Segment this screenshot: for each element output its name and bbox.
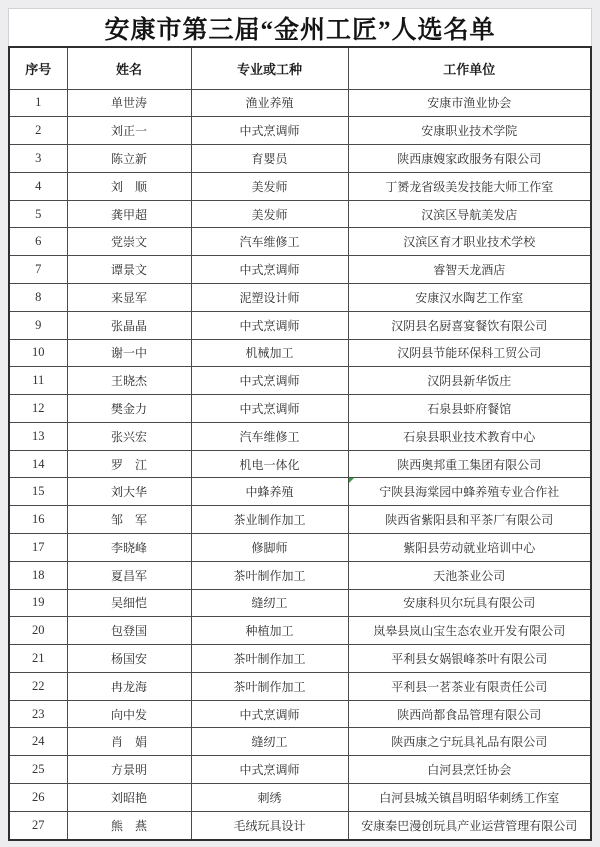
cell-trade <box>191 617 348 645</box>
cell-index <box>9 172 67 200</box>
cell-trade <box>191 339 348 367</box>
cell-trade <box>191 506 348 534</box>
cell-unit <box>348 534 591 562</box>
cell-index <box>9 811 67 840</box>
cell-name <box>67 228 191 256</box>
trade-label: 中式烹调师 <box>239 374 300 389</box>
trade-label: 机电一体化 <box>239 457 300 472</box>
person-name: 包登国 <box>110 624 147 639</box>
cell-unit <box>348 506 591 534</box>
work-unit-label: 宁陕县海棠园中蜂养殖专业合作社 <box>379 485 560 500</box>
work-unit-label: 陕西康嫂家政服务有限公司 <box>397 151 542 166</box>
person-name: 吴细恺 <box>110 596 147 611</box>
cell-name <box>67 89 191 117</box>
cell-name <box>67 339 191 367</box>
cell-unit <box>348 450 591 478</box>
cell-name <box>67 506 191 534</box>
row-index-value: 16 <box>32 512 45 527</box>
work-unit-label: 紫阳县劳动就业培训中心 <box>403 540 536 555</box>
cell-name <box>67 672 191 700</box>
cell-trade <box>191 256 348 284</box>
table-row <box>9 672 591 700</box>
table-row <box>9 506 591 534</box>
cell-trade <box>191 784 348 812</box>
person-name: 谭景文 <box>110 263 147 278</box>
cell-unit <box>348 645 591 673</box>
work-unit-label: 汉阴县新华饭庄 <box>427 374 512 389</box>
cell-unit <box>348 478 591 506</box>
table-row <box>9 395 591 423</box>
cell-index <box>9 339 67 367</box>
work-unit-label: 安康秦巴漫创玩具产业运营管理有限公司 <box>361 818 578 833</box>
person-name: 刘大华 <box>110 485 147 500</box>
cell-name <box>67 589 191 617</box>
cell-unit <box>348 311 591 339</box>
cell-name <box>67 561 191 589</box>
cell-name <box>67 534 191 562</box>
work-unit-label: 平利县女娲银峰茶叶有限公司 <box>391 652 548 667</box>
cell-index <box>9 617 67 645</box>
table-row <box>9 617 591 645</box>
trade-label: 汽车维修工 <box>239 235 300 250</box>
person-name: 陈立新 <box>110 151 147 166</box>
row-index-value: 27 <box>32 817 45 832</box>
candidate-table <box>8 46 592 841</box>
cell-unit <box>348 395 591 423</box>
cell-name <box>67 311 191 339</box>
cell-index <box>9 450 67 478</box>
cell-name <box>67 645 191 673</box>
work-unit-label: 陕西奥邦重工集团有限公司 <box>397 457 542 472</box>
cell-comment-marker <box>349 478 354 483</box>
header-name: 姓名 <box>67 47 191 89</box>
cell-index <box>9 367 67 395</box>
cell-trade <box>191 228 348 256</box>
cell-trade <box>191 589 348 617</box>
work-unit-label: 天池茶业公司 <box>433 568 506 583</box>
table-row <box>9 311 591 339</box>
cell-name <box>67 728 191 756</box>
cell-index <box>9 756 67 784</box>
work-unit-label: 安康市渔业协会 <box>427 96 512 111</box>
cell-name <box>67 756 191 784</box>
cell-name <box>67 395 191 423</box>
row-index-value: 23 <box>32 706 45 721</box>
cell-unit <box>348 561 591 589</box>
trade-label: 美发师 <box>251 179 288 194</box>
trade-label: 茶业制作加工 <box>233 513 306 528</box>
cell-trade <box>191 450 348 478</box>
table-row <box>9 228 591 256</box>
cell-trade <box>191 756 348 784</box>
cell-name <box>67 283 191 311</box>
trade-label: 茶叶制作加工 <box>233 652 306 667</box>
cell-index <box>9 589 67 617</box>
table-row <box>9 422 591 450</box>
trade-label: 渔业养殖 <box>245 96 294 111</box>
cell-index <box>9 534 67 562</box>
work-unit-label: 陕西尚都食品管理有限公司 <box>397 707 542 722</box>
trade-label: 中式烹调师 <box>239 707 300 722</box>
cell-name <box>67 367 191 395</box>
trade-label: 育婴员 <box>251 151 288 166</box>
cell-index <box>9 422 67 450</box>
work-unit-label: 汉阴县节能环保科工贸公司 <box>397 346 542 361</box>
table-header-row <box>9 47 591 89</box>
cell-name <box>67 422 191 450</box>
cell-index <box>9 728 67 756</box>
cell-unit <box>348 756 591 784</box>
cell-trade <box>191 672 348 700</box>
person-name: 冉龙海 <box>110 679 147 694</box>
cell-unit <box>348 784 591 812</box>
row-index-value: 19 <box>32 595 45 610</box>
work-unit-label: 汉滨区导航美发店 <box>421 207 518 222</box>
row-index-value: 26 <box>32 789 45 804</box>
row-index-value: 17 <box>32 539 45 554</box>
row-index-value: 6 <box>35 234 42 249</box>
table-row <box>9 256 591 284</box>
cell-trade <box>191 645 348 673</box>
row-index-value: 3 <box>35 150 42 165</box>
person-name: 向中发 <box>110 707 147 722</box>
cell-index <box>9 506 67 534</box>
cell-trade <box>191 561 348 589</box>
cell-unit <box>348 700 591 728</box>
row-index-value: 11 <box>32 373 45 388</box>
cell-index <box>9 700 67 728</box>
work-unit-label: 陕西省紫阳县和平茶厂有限公司 <box>385 513 554 528</box>
trade-label: 中蜂养殖 <box>245 485 294 500</box>
cell-unit <box>348 589 591 617</box>
person-name: 樊金力 <box>110 401 147 416</box>
person-name: 党崇文 <box>110 235 147 250</box>
person-name: 王晓杰 <box>110 374 147 389</box>
trade-label: 缝纫工 <box>251 596 288 611</box>
trade-label: 中式烹调师 <box>239 763 300 778</box>
cell-unit <box>348 728 591 756</box>
trade-label: 刺绣 <box>257 790 282 805</box>
cell-trade <box>191 283 348 311</box>
row-index-value: 9 <box>35 317 42 332</box>
cell-unit <box>348 672 591 700</box>
table-row <box>9 339 591 367</box>
row-index-value: 21 <box>32 651 45 666</box>
person-name: 来显军 <box>110 290 147 305</box>
cell-name <box>67 200 191 228</box>
trade-label: 中式烹调师 <box>239 401 300 416</box>
cell-trade <box>191 811 348 840</box>
trade-label: 汽车维修工 <box>239 429 300 444</box>
person-name: 刘 顺 <box>110 179 147 194</box>
person-name: 方景明 <box>110 763 147 778</box>
person-name: 熊 燕 <box>110 818 147 833</box>
person-name: 夏昌军 <box>110 568 147 583</box>
cell-index <box>9 228 67 256</box>
cell-trade <box>191 700 348 728</box>
cell-trade <box>191 422 348 450</box>
trade-label: 缝纫工 <box>251 735 288 750</box>
row-index-value: 1 <box>35 95 42 110</box>
row-index-value: 14 <box>32 456 45 471</box>
person-name: 单世涛 <box>110 96 147 111</box>
cell-index <box>9 672 67 700</box>
work-unit-label: 平利县一茗茶业有限责任公司 <box>391 679 548 694</box>
cell-name <box>67 256 191 284</box>
cell-index <box>9 117 67 145</box>
table-row <box>9 200 591 228</box>
header-trade: 专业或工种 <box>191 47 348 89</box>
cell-index <box>9 784 67 812</box>
cell-trade <box>191 478 348 506</box>
table-row <box>9 756 591 784</box>
cell-unit <box>348 228 591 256</box>
row-index-value: 25 <box>32 762 45 777</box>
person-name: 刘昭艳 <box>110 790 147 805</box>
cell-index <box>9 200 67 228</box>
table-row <box>9 589 591 617</box>
work-unit-label: 白河县城关镇昌明昭华刺绣工作室 <box>379 790 560 805</box>
page-title: 安康市第三届“金州工匠”人选名单 <box>104 16 496 44</box>
cell-name <box>67 145 191 173</box>
table-row <box>9 172 591 200</box>
cell-name <box>67 700 191 728</box>
person-name: 罗 江 <box>110 457 147 472</box>
cell-trade <box>191 311 348 339</box>
row-index-value: 8 <box>35 289 42 304</box>
row-index-value: 18 <box>32 567 45 582</box>
cell-unit <box>348 89 591 117</box>
trade-label: 泥塑设计师 <box>239 290 300 305</box>
trade-label: 毛绒玩具设计 <box>233 818 306 833</box>
header-work-unit: 工作单位 <box>348 47 591 89</box>
cell-unit <box>348 617 591 645</box>
cell-name <box>67 811 191 840</box>
trade-label: 中式烹调师 <box>239 318 300 333</box>
trade-label: 茶叶制作加工 <box>233 568 306 583</box>
row-index-value: 5 <box>35 206 42 221</box>
table-row <box>9 450 591 478</box>
row-index-value: 12 <box>32 400 45 415</box>
cell-unit <box>348 422 591 450</box>
cell-unit <box>348 283 591 311</box>
cell-unit <box>348 367 591 395</box>
cell-name <box>67 617 191 645</box>
table-row <box>9 561 591 589</box>
person-name: 刘正一 <box>110 124 147 139</box>
table-row <box>9 117 591 145</box>
work-unit-label: 安康汉水陶艺工作室 <box>415 290 524 305</box>
cell-trade <box>191 172 348 200</box>
cell-trade <box>191 200 348 228</box>
row-index-value: 7 <box>35 262 42 277</box>
trade-label: 中式烹调师 <box>239 263 300 278</box>
table-header <box>9 47 591 89</box>
cell-name <box>67 172 191 200</box>
row-index-value: 24 <box>32 734 45 749</box>
cell-index <box>9 645 67 673</box>
cell-unit <box>348 117 591 145</box>
row-index-value: 22 <box>32 678 45 693</box>
person-name: 张晶晶 <box>110 318 147 333</box>
work-unit-label: 汉阴县名厨喜宴餐饮有限公司 <box>391 318 548 333</box>
cell-index <box>9 256 67 284</box>
table-row <box>9 700 591 728</box>
table-row <box>9 478 591 506</box>
person-name: 李晓峰 <box>110 540 147 555</box>
cell-trade <box>191 89 348 117</box>
cell-index <box>9 395 67 423</box>
header-index: 序号 <box>9 47 67 89</box>
trade-label: 修脚师 <box>251 540 288 555</box>
work-unit-label: 陕西康之宁玩具礼品有限公司 <box>391 735 548 750</box>
cell-name <box>67 478 191 506</box>
row-index-value: 4 <box>35 178 42 193</box>
work-unit-label: 安康职业技术学院 <box>421 124 518 139</box>
cell-unit <box>348 256 591 284</box>
trade-label: 种植加工 <box>245 624 294 639</box>
table-row <box>9 784 591 812</box>
work-unit-label: 睿智天龙酒店 <box>433 263 506 278</box>
cell-unit <box>348 145 591 173</box>
table-row <box>9 534 591 562</box>
row-index-value: 15 <box>32 484 45 499</box>
cell-trade <box>191 728 348 756</box>
work-unit-label: 岚皋县岚山宝生态农业开发有限公司 <box>373 624 566 639</box>
cell-unit <box>348 200 591 228</box>
table-row <box>9 283 591 311</box>
person-name: 张兴宏 <box>110 429 147 444</box>
trade-label: 中式烹调师 <box>239 124 300 139</box>
work-unit-label: 汉滨区育才职业技术学校 <box>403 235 536 250</box>
cell-trade <box>191 145 348 173</box>
cell-unit <box>348 172 591 200</box>
person-name: 肖 娟 <box>110 735 147 750</box>
cell-unit <box>348 811 591 840</box>
cell-trade <box>191 367 348 395</box>
document-sheet <box>8 8 592 841</box>
table-row <box>9 645 591 673</box>
table-row <box>9 89 591 117</box>
work-unit-label: 石泉县职业技术教育中心 <box>403 429 536 444</box>
table-row <box>9 728 591 756</box>
row-index-value: 2 <box>35 123 42 138</box>
person-name: 谢一中 <box>110 346 147 361</box>
cell-index <box>9 145 67 173</box>
table-row <box>9 811 591 840</box>
work-unit-label: 丁赟龙省级美发技能大师工作室 <box>385 179 554 194</box>
table-row <box>9 145 591 173</box>
row-index-value: 13 <box>32 428 45 443</box>
trade-label: 美发师 <box>251 207 288 222</box>
cell-index <box>9 283 67 311</box>
work-unit-label: 安康科贝尔玩具有限公司 <box>403 596 536 611</box>
document-title-block <box>8 8 592 46</box>
row-index-value: 10 <box>32 345 45 360</box>
row-index-value: 20 <box>32 623 45 638</box>
person-name: 杨国安 <box>110 652 147 667</box>
cell-trade <box>191 395 348 423</box>
cell-index <box>9 89 67 117</box>
cell-index <box>9 478 67 506</box>
work-unit-label: 石泉县虾府餐馆 <box>427 401 512 416</box>
trade-label: 机械加工 <box>245 346 294 361</box>
table-body <box>9 89 591 840</box>
cell-name <box>67 784 191 812</box>
person-name: 龚甲超 <box>110 207 147 222</box>
cell-index <box>9 311 67 339</box>
cell-trade <box>191 534 348 562</box>
cell-unit <box>348 339 591 367</box>
work-unit-label: 白河县烹饪协会 <box>427 763 512 778</box>
trade-label: 茶叶制作加工 <box>233 679 306 694</box>
cell-name <box>67 117 191 145</box>
cell-name <box>67 450 191 478</box>
cell-trade <box>191 117 348 145</box>
cell-index <box>9 561 67 589</box>
person-name: 邹 军 <box>110 513 147 528</box>
table-row <box>9 367 591 395</box>
